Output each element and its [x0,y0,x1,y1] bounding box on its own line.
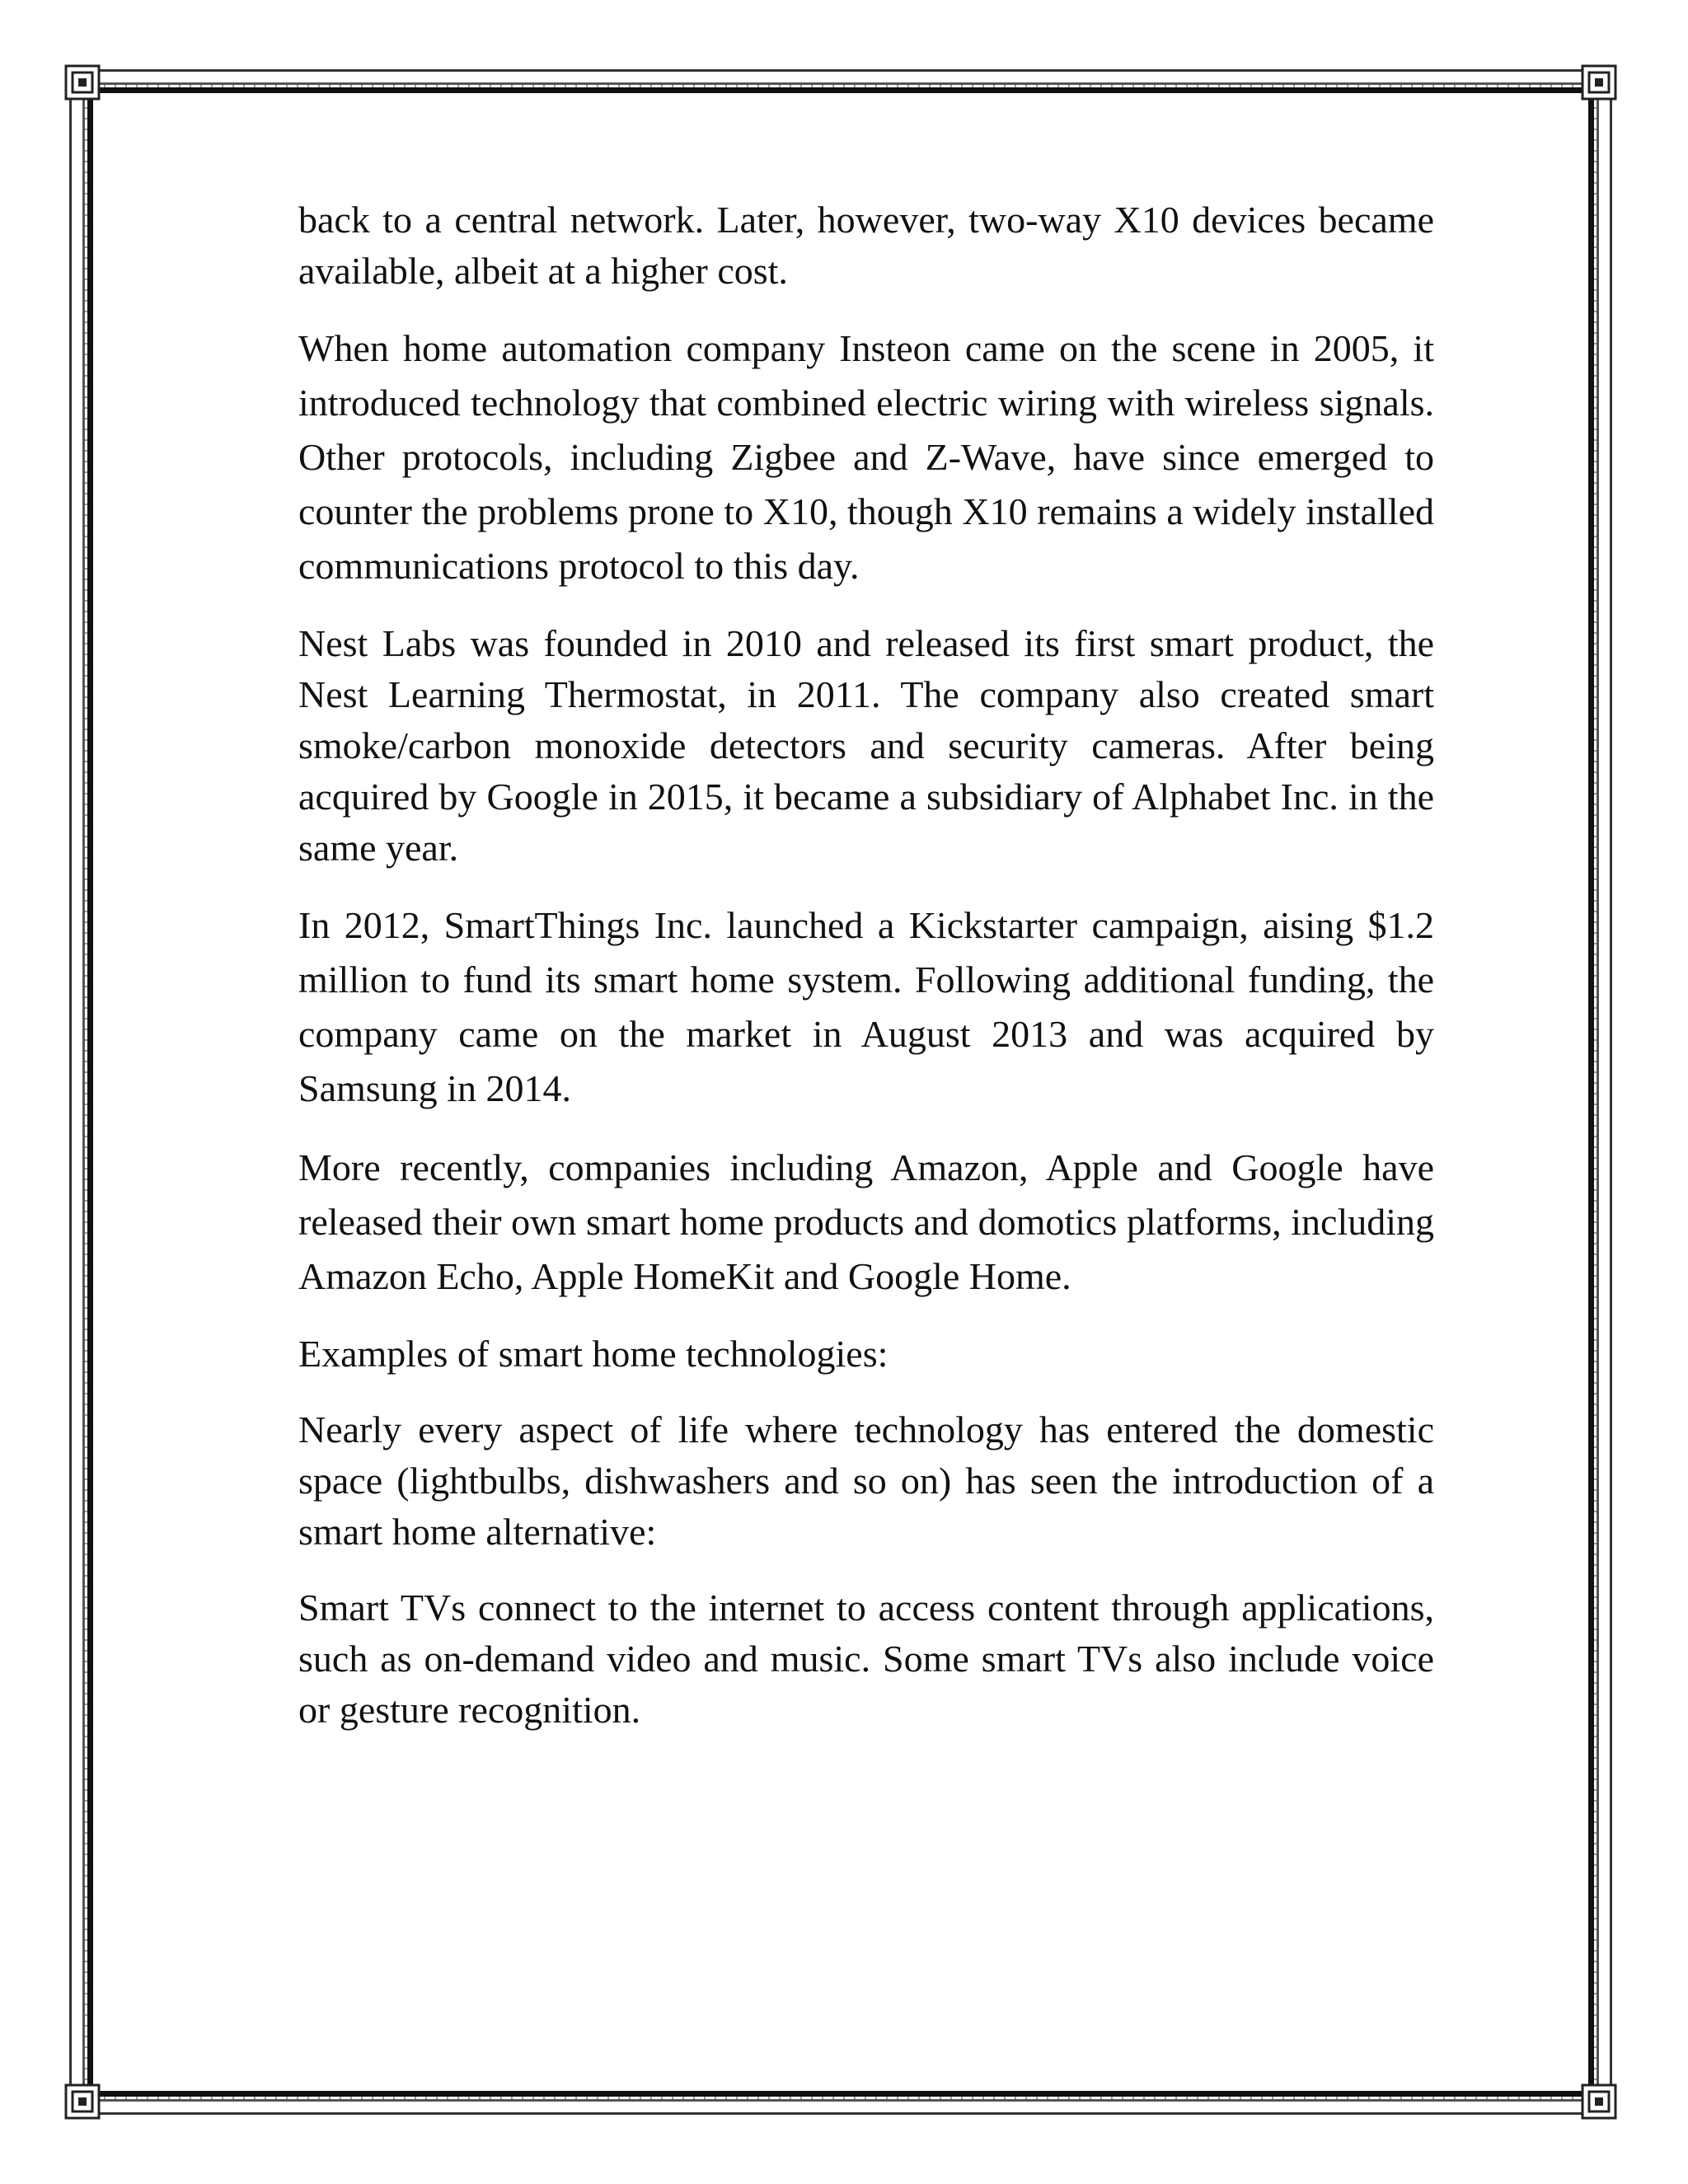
paragraph-nearly-every-aspect: Nearly every aspect of life where technology has entered the domestic space (lightbulbs, dishwashers and so on) has seen the introduction of a smart home alternative: [298,1408,1434,1553]
corner-ornament-icon [1581,2083,1617,2120]
paragraph-nest-labs: Nest Labs was founded in 2010 and released its first smart product, the Nest Learning Thermostat, in 2011. The company also created smart smoke/carbon monoxide detectors and security cameras. After being acquired by Google in 2015, it became a subsidiary of Alphabet Inc. in the same year. [298,622,1434,869]
paragraph-smartthings: In 2012, SmartThings Inc. launched a Kickstarter campaign, aising $1.2 million to fund its smart home system. Following additional funding, the company came on the market in August 2013 and was acquired by Samsung in 2014. [298,904,1434,1109]
paragraph-insteon: When home automation company Insteon came on the scene in 2005, it introduced technology that combined electric wiring with wireless signals. Other protocols, including Zigbee and Z-Wave, have since emerged to counter the problems prone to X10, though X10 remains a widely installed communications protocol to this day. [298,327,1434,587]
paragraph-recent-companies: More recently, companies including Amazon, Apple and Google have released their own smart home products and domotics platforms, including Amazon Echo, Apple HomeKit and Google Home. [298,1146,1434,1297]
paragraph-x10-two-way: back to a central network. Later, however, two-way X10 devices became available, albeit at a higher cost. [298,199,1434,292]
paragraph-examples-heading: Examples of smart home technologies: [298,1333,889,1375]
corner-ornament-icon [64,2083,101,2120]
paragraph-smart-tvs: Smart TVs connect to the internet to access content through applications, such as on-demand video and music. Some smart TVs also include voice or gesture recognition. [298,1586,1434,1731]
corner-ornament-icon [1581,64,1617,101]
corner-ornament-icon [64,64,101,101]
document-body [298,194,1434,1760]
